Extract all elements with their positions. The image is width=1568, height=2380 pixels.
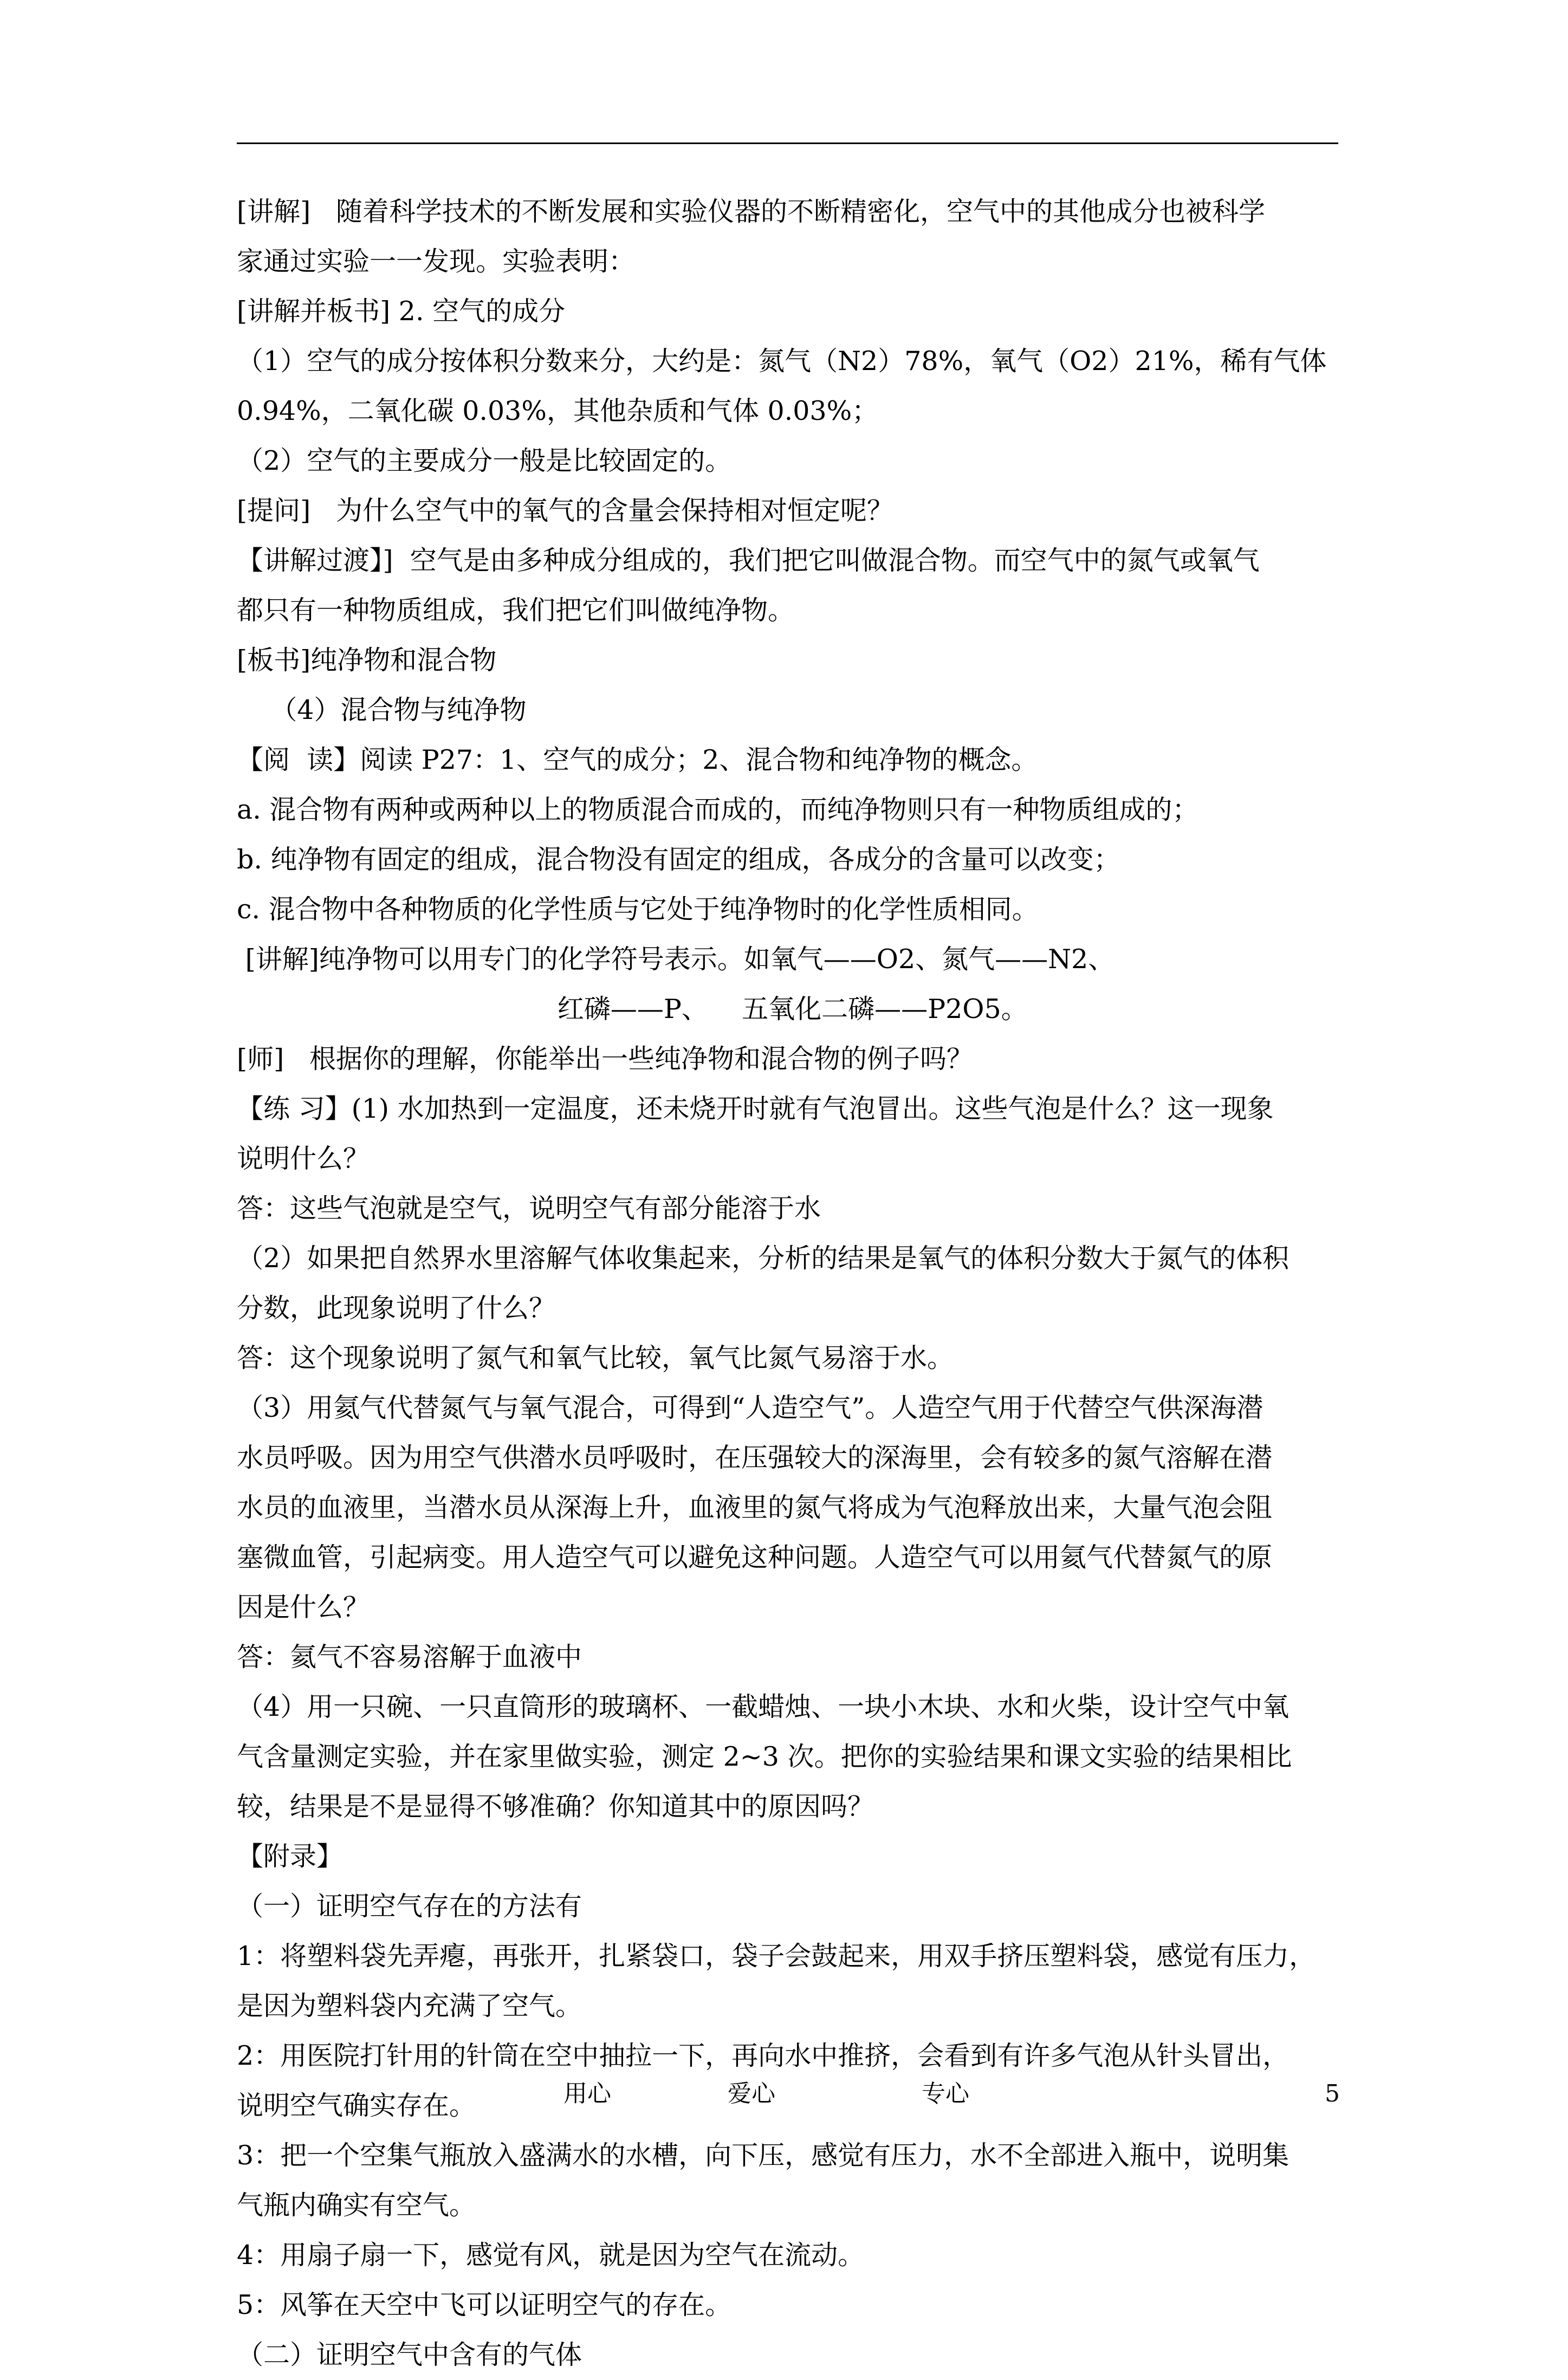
document-body bbox=[237, 187, 1342, 2380]
text-line: 【附录】 bbox=[237, 1841, 344, 1872]
text-line: [讲解]纯净物可以用专门的化学符号表示。如氧气——O2、氮气——N2、 bbox=[237, 944, 1115, 975]
text-line: [师] 根据你的理解，你能举出一些纯净物和混合物的例子吗？ bbox=[237, 1043, 973, 1074]
text-line: 2：用医院打针用的针筒在空中抽拉一下，再向水中推挤，会看到有许多气泡从针头冒出， bbox=[237, 2040, 1290, 2071]
text-line: 家通过实验一一发现。实验表明： bbox=[237, 246, 636, 277]
text-line: 红磷——P、 五氧化二磷——P2O5。 bbox=[237, 994, 1028, 1024]
text-line: 【练 习】(1) 水加热到一定温度，还未烧开时就有气泡冒出。这些气泡是什么？这一现象 bbox=[237, 1093, 1274, 1124]
text-line: （2）空气的主要成分一般是比较固定的。 bbox=[237, 445, 732, 476]
text-line: （4）用一只碗、一只直筒形的玻璃杯、一截蜡烛、一块小木块、水和火柴，设计空气中氧 bbox=[237, 1691, 1290, 1722]
text-line: 因是什么？ bbox=[237, 1592, 370, 1623]
text-line: 答：这些气泡就是空气，说明空气有部分能溶于水 bbox=[237, 1193, 821, 1224]
text-line: [讲解并板书] 2. 空气的成分 bbox=[237, 296, 566, 327]
text-line: 分数，此现象说明了什么？ bbox=[237, 1293, 556, 1324]
text-line: c. 混合物中各种物质的化学性质与它处于纯净物时的化学性质相同。 bbox=[237, 894, 1039, 925]
text-line: 水员的血液里，当潜水员从深海上升，血液里的氮气将成为气泡释放出来，大量气泡会阻 bbox=[237, 1492, 1273, 1523]
text-line: 答：这个现象说明了氮气和氧气比较，氧气比氮气易溶于水。 bbox=[237, 1343, 954, 1373]
text-line: 水员呼吸。因为用空气供潜水员呼吸时，在压强较大的深海里，会有较多的氮气溶解在潜 bbox=[237, 1442, 1273, 1473]
text-line: 1：将塑料袋先弄瘪，再张开，扎紧袋口，袋子会鼓起来，用双手挤压塑料袋，感觉有压力， bbox=[237, 1941, 1316, 1972]
text-line: 答：氦气不容易溶解于血液中 bbox=[237, 1642, 582, 1672]
text-line: a. 混合物有两种或两种以上的物质混合而成的，而纯净物则只有一种物质组成的； bbox=[237, 794, 1199, 825]
footer-motto-2: 爱心 bbox=[728, 2080, 775, 2107]
text-line: （1）空气的成分按体积分数来分，大约是：氮气（N2）78%，氧气（O2）21%，稀有气体 bbox=[237, 346, 1327, 377]
text-line: 0.94%，二氧化碳 0.03%，其他杂质和气体 0.03%； bbox=[237, 395, 879, 426]
text-line: [板书]纯净物和混合物 bbox=[237, 645, 497, 676]
text-line: （2）如果把自然界水里溶解气体收集起来，分析的结果是氧气的体积分数大于氮气的体积 bbox=[237, 1243, 1290, 1274]
header-rule bbox=[237, 142, 1338, 144]
text-line: 3：把一个空集气瓶放入盛满水的水槽，向下压，感觉有压力，水不全部进入瓶中，说明集 bbox=[237, 2140, 1290, 2171]
text-line: 【阅 读】阅读 P27：1、空气的成分；2、混合物和纯净物的概念。 bbox=[237, 744, 1038, 775]
text-line: 较，结果是不是显得不够准确？你知道其中的原因吗？ bbox=[237, 1791, 874, 1822]
text-line: 4：用扇子扇一下，感觉有风，就是因为空气在流动。 bbox=[237, 2240, 865, 2271]
text-line: 说明空气确实存在。 bbox=[237, 2090, 476, 2121]
text-line: （3）用氦气代替氮气与氧气混合，可得到“人造空气”。人造空气用于代替空气供深海潜 bbox=[237, 1392, 1264, 1423]
text-line: 气瓶内确实有空气。 bbox=[237, 2190, 476, 2221]
text-line: 都只有一种物质组成，我们把它们叫做纯净物。 bbox=[237, 595, 795, 626]
text-line: 是因为塑料袋内充满了空气。 bbox=[237, 1990, 582, 2021]
text-line: b. 纯净物有固定的组成，混合物没有固定的组成，各成分的含量可以改变； bbox=[237, 844, 1120, 875]
text-line: （一）证明空气存在的方法有 bbox=[237, 1891, 582, 1922]
page-number: 5 bbox=[1325, 2080, 1340, 2107]
text-line: 气含量测定实验，并在家里做实验，测定 2~3 次。把你的实验结果和课文实验的结果相比 bbox=[237, 1741, 1292, 1772]
text-line: [提问] 为什么空气中的氧气的含量会保持相对恒定呢？ bbox=[237, 495, 893, 526]
footer-motto-1: 用心 bbox=[563, 2080, 611, 2107]
footer-motto-3: 专心 bbox=[922, 2080, 969, 2107]
text-line: （二）证明空气中含有的气体 bbox=[237, 2339, 582, 2370]
text-line: （4）混合物与纯净物 bbox=[237, 695, 527, 725]
text-line: [讲解] 随着科学技术的不断发展和实验仪器的不断精密化，空气中的其他成分也被科学 bbox=[237, 196, 1265, 227]
text-line: 5：风筝在天空中飞可以证明空气的存在。 bbox=[237, 2290, 732, 2320]
text-line: 说明什么？ bbox=[237, 1143, 370, 1174]
text-line: 塞微血管，引起病变。用人造空气可以避免这种问题。人造空气可以用氦气代替氮气的原 bbox=[237, 1542, 1273, 1573]
text-line: 【讲解过渡】] 空气是由多种成分组成的，我们把它叫做混合物。而空气中的氮气或氧气 bbox=[237, 545, 1260, 576]
